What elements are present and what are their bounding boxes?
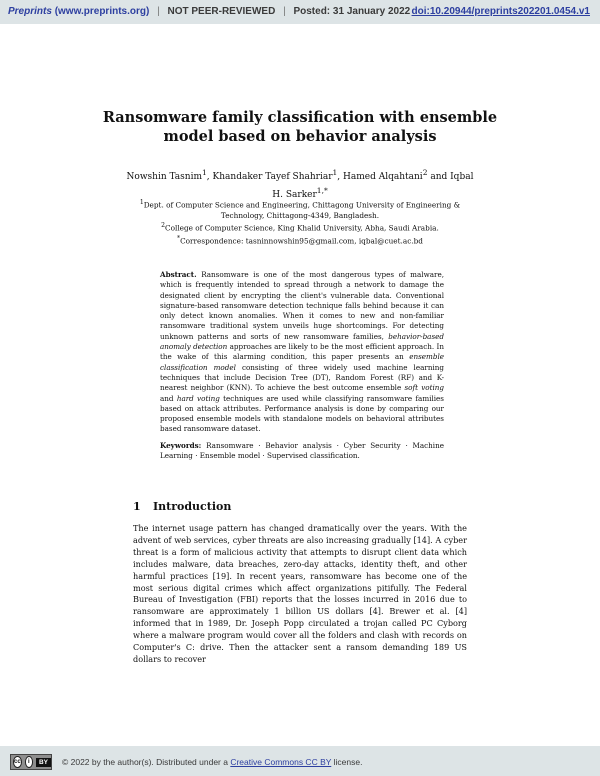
posted-date: Posted: 31 January 2022 bbox=[293, 6, 411, 17]
peer-review-status: NOT PEER-REVIEWED bbox=[167, 6, 276, 17]
author: Iqbal H. Sarker$^{1,*}$ bbox=[272, 172, 474, 200]
introduction-body bbox=[133, 523, 467, 666]
abstract bbox=[160, 270, 444, 461]
cc-icon: cc bbox=[13, 756, 22, 768]
section-number: 1 bbox=[133, 500, 141, 513]
preprints-brand[interactable]: Preprints bbox=[8, 6, 52, 17]
keywords: Keywords: Ransomware · Behavior analysis · Cyber Security · Machine Learning · Ensemble model · Supervised classification. bbox=[160, 440, 444, 461]
author: Khandaker Tayef Shahriar$^1$, bbox=[212, 168, 344, 182]
banner-separator: | bbox=[283, 6, 286, 17]
by-label: BY bbox=[36, 758, 51, 767]
keywords-label: Keywords: bbox=[160, 440, 202, 450]
author: Hamed Alqahtani$^2$ and bbox=[343, 168, 451, 182]
preprints-url[interactable]: (www.preprints.org) bbox=[54, 6, 150, 17]
section-heading bbox=[133, 500, 231, 513]
doi-link[interactable]: doi:10.20944/preprints202201.0454.v1 bbox=[411, 6, 590, 17]
section-title: Introduction bbox=[153, 500, 232, 513]
abstract-label: Abstract. bbox=[160, 270, 197, 279]
license-footer bbox=[0, 746, 600, 776]
license-link[interactable]: Creative Commons CC BY bbox=[230, 757, 332, 767]
affiliation: $^2$College of Computer Science, King Khalid University, Abha, Saudi Arabia. bbox=[161, 222, 439, 233]
abstract-text: Abstract. Ransomware is one of the most dangerous types of malware, which is frequently intended to spread through a network to damage the designated client by encrypting the client's vulnerable data. Conventional signature-based ransomware detection technique falls behind because it can only detect known anomalies. When it comes to new and non-familiar ransomware traditional system unveils huge shortcomings. For detecting unknown patterns and sorts of new ransomware families, behavior-based anomaly detection approaches are likely to be the most efficient approach. In the wake of this alarming condition, this paper presents an ensemble classification model consisting of three widely used machine learning techniques that include Decision Tree (DT), Random Forest (RF) and K-nearest neighbor (KNN). To achieve the best outcome ensemble soft voting and hard voting techniques are used while classifying ransomware families based on attack attributes. Performance analysis is done by comparing our proposed ensemble models with standalone models on behavioral attributes based ransomware dataset. bbox=[160, 270, 445, 434]
affiliation: $^1$Dept. of Computer Science and Engineering, Chittagong University of Engineering & Technology, Chittagong-4349, Bangladesh. bbox=[139, 199, 461, 220]
banner-separator: | bbox=[157, 6, 160, 17]
author: Nowshin Tasnim$^1$, bbox=[126, 168, 213, 182]
license-text: © 2022 by the author(s). Distributed under a Creative Commons CC BY license. bbox=[62, 757, 363, 767]
preprint-banner bbox=[0, 0, 600, 24]
affiliations bbox=[128, 198, 472, 246]
attribution-icon: i bbox=[25, 756, 33, 768]
title-line-1: Ransomware family classification with ensemble bbox=[102, 109, 498, 126]
author-list bbox=[120, 166, 480, 202]
title-line-2: model based on behavior analysis bbox=[163, 128, 437, 145]
correspondence: *Correspondence: tasninnowshin95@gmail.com, iqbal@cuet.ac.bd bbox=[177, 234, 423, 246]
banner-info bbox=[8, 6, 410, 17]
paragraph: The internet usage pattern has changed dramatically over the years. With the advent of web services, cyber threats are also increasing gradually [14]. A cyber threat is a form of malicious activity that attempts to disrupt client data which includes malware, data breaches, zero-day attacks, identity theft, and other harmful practices [19]. In recent years, ransomware has become one of the most serious digital crimes which affect organizations pitifully. The Federal Bureau of Investigation (FBI) reports that the losses incurred in 2016 due to ransomware are approximately 1 billion US dollars [4]. Brewer et al. [4] informed that in 1989, Dr. Joseph Popp circulated a trojan called PC Cyborg where a malware program would cover all the folders and clash with records on Computer's C: drive. Then the attacker sent a ransom demanding 189 US dollars to recover bbox=[133, 523, 467, 664]
paper-title bbox=[100, 108, 500, 146]
cc-by-badge-icon[interactable] bbox=[10, 754, 52, 770]
